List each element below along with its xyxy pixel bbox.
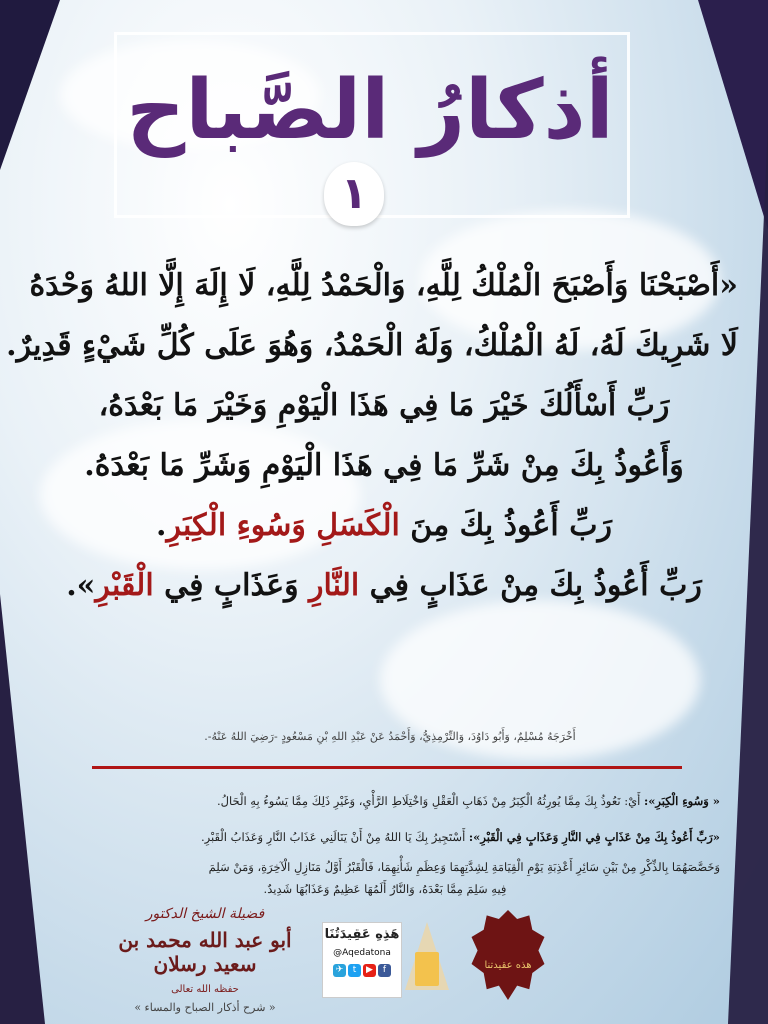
highlighted-phrase: النَّارِ <box>309 568 360 603</box>
note-text: أَسْتَجِيرُ بِكَ يَا اللهُ مِنْ أَنْ يَنَالَنِي عَذَابُ النَّارِ وَعَذَابُ الْقَبْرِ. <box>201 830 469 844</box>
corner-decoration <box>0 0 60 170</box>
dhikr-text-part: رَبِّ أَعُوذُ بِكَ مِنْ عَذَابٍ فِي <box>359 568 702 603</box>
logo-seal-icon <box>470 910 546 1000</box>
author-prayer: حفظه الله تعالى <box>171 984 239 995</box>
seal-label: هذه عقيدتنا <box>484 960 532 971</box>
youtube-icon[interactable]: ▶ <box>363 964 376 977</box>
note-heading: «رَبِّ أَعُوذُ بِكَ مِنْ عَذَابٍ فِي النَّارِ وَعَذَابٍ فِي الْقَبْرِ»: <box>468 830 720 844</box>
telegram-icon[interactable]: ✈ <box>333 964 346 977</box>
dhikr-line: رَبِّ أَسْأَلُكَ خَيْرَ مَا فِي هَذَا الْيَوْمِ وَخَيْرَ مَا بَعْدَهُ، <box>98 388 670 423</box>
source-book: « شرح أذكار الصباح والمساء » <box>134 1001 276 1014</box>
dhikr-line <box>30 568 738 603</box>
dhikr-line <box>30 508 738 543</box>
divider <box>92 766 682 769</box>
author-title: فضيلة الشيخ الدكتور <box>145 906 265 922</box>
explanation-note: فِيهِ سَلِمَ مِمَّا بَعْدَهُ، وَالنَّارُ أَلَمُهَا عَظِيمٌ وَعَذَابُهَا شَدِيدٌ. <box>263 882 507 896</box>
facebook-icon[interactable]: f <box>378 964 391 977</box>
dhikr-text-part: رَبِّ أَعُوذُ بِكَ مِنَ <box>399 508 612 543</box>
explanation-note <box>50 790 720 812</box>
number-badge: ١ <box>324 162 384 226</box>
dhikr-text <box>6 268 738 628</box>
social-card[interactable] <box>322 922 402 998</box>
footer <box>0 900 768 1024</box>
highlighted-phrase: الْكَسَلِ وَسُوءِ الْكِبَرِ <box>166 508 400 543</box>
dhikr-line: لَا شَرِيكَ لَهُ، لَهُ الْمُلْكُ، وَلَهُ الْحَمْدُ، وَهُوَ عَلَى كُلِّ شَيْءٍ قَدِيرٌ. <box>6 328 738 363</box>
explanation-note <box>50 826 720 848</box>
author-block <box>100 900 310 1014</box>
twitter-icon[interactable]: t <box>348 964 361 977</box>
note-heading: « وَسُوءِ الْكِبَرِ»: <box>643 794 720 808</box>
highlighted-phrase: الْقَبْرِ <box>95 568 154 603</box>
social-handle[interactable]: @Aqedatona <box>333 948 391 958</box>
hadith-reference: أَخْرَجَهُ مُسْلِمٌ، وَأَبُو دَاوُدَ، وَالتِّرْمِذِيُّ، وَأَحْمَدُ عَنْ عَبْدِ اللهِ بْنِ مَسْعُودٍ -رَضِيَ اللهُ عَنْهُ-. <box>204 730 576 743</box>
note-text: أَيْ: نَعُوذُ بِكَ مِمَّا يُورِثُهُ الْكِبَرُ مِنْ ذَهَابِ الْعَقْلِ وَاخْتِلَاطِ الرَّأْيِ، وَغَيْرِ ذَلِكَ مِمَّا يَسُوءُ بِهِ الْحَالُ. <box>217 794 644 808</box>
logo-book-icon <box>415 952 439 986</box>
dhikr-text-part: وَعَذَابٍ فِي <box>153 568 310 603</box>
dhikr-text-part: . <box>156 508 167 543</box>
dhikr-text-part: ». <box>66 568 96 603</box>
dhikr-line: وَأَعُوذُ بِكَ مِنْ شَرِّ مَا فِي هَذَا الْيَوْمِ وَشَرِّ مَا بَعْدَهُ. <box>84 448 684 483</box>
social-title: هَذِهِ عَقِيدَتُنَا <box>324 927 400 942</box>
explanation-note: وَخَصَّصَهُمَا بِالذِّكْرِ مِنْ بَيْنِ سَائِرِ أَعْذِبَةِ يَوْمِ الْقِيَامَةِ لِشِدَّتِهِمَا وَعِظَمِ شَأْنِهِمَا، فَالْقَبْرُ أَوَّلُ مَنَازِلِ الْآخِرَةِ، وَمَنْ سَلِمَ <box>208 860 720 874</box>
social-icons <box>323 962 401 977</box>
page-title: أذكارُ الصَّباح <box>126 63 614 158</box>
dhikr-line: «أَصْبَحْنَا وَأَصْبَحَ الْمُلْكُ لِلَّهِ، وَالْحَمْدُ لِلَّهِ، لَا إِلَهَ إِلَّا اللهُ وَحْدَهُ <box>29 268 738 303</box>
author-name: أبو عبد الله محمد بن سعيد رسلان <box>118 928 292 976</box>
